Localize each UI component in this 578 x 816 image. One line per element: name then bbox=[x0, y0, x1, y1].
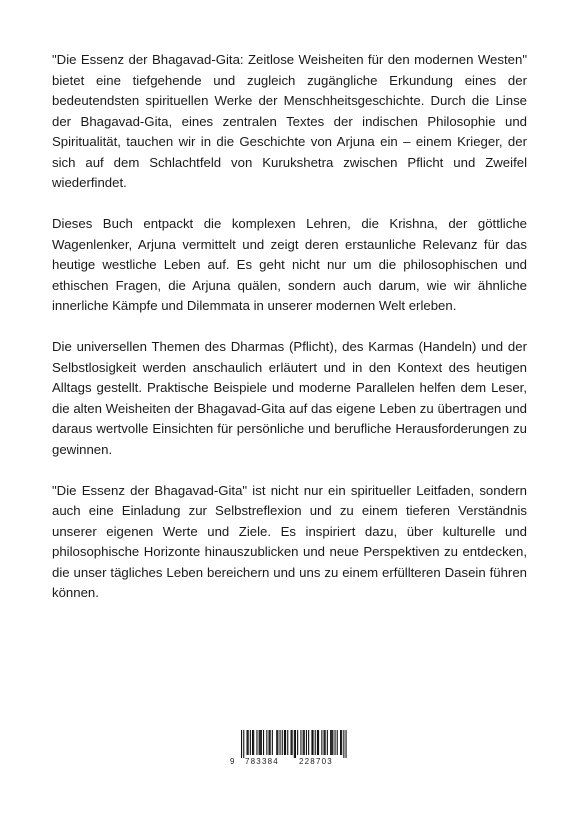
barcode-bar bbox=[304, 730, 305, 755]
barcode-bar bbox=[341, 730, 342, 755]
barcode-bar bbox=[340, 730, 341, 755]
barcode-bar bbox=[247, 730, 248, 755]
barcode-bar bbox=[300, 730, 301, 755]
barcode-bar bbox=[272, 730, 273, 755]
isbn-barcode bbox=[227, 730, 350, 770]
barcode-bar bbox=[297, 730, 298, 755]
barcode-bar bbox=[303, 730, 304, 755]
barcode-bar bbox=[324, 730, 325, 755]
barcode-bar bbox=[266, 730, 267, 755]
blurb-paragraph-2: Dieses Buch entpackt die komplexen Lehren, die Krishna, der göttliche Wagenlenker, Arjuna vermittelt und zeigt deren erstaunliche Relevanz für das heutige westliche Leben auf. Es geht nicht nur um die philosophischen und ethischen Fragen, die Arjuna quälen, sondern auch darum, wie wir ähnliche innerliche Kämpfe und Dilemmata in unserer modernen Welt erleben. bbox=[52, 216, 527, 313]
barcode-bar bbox=[253, 730, 254, 755]
barcode-bar bbox=[285, 730, 286, 755]
barcode-bar bbox=[321, 730, 322, 755]
blurb-paragraph-4: "Die Essenz der Bhagavad-Gita" ist nicht nur ein spiritueller Leitfaden, sondern auch eine Einladung zur Selbstreflexion und zu einem tieferen Verständnis unserer eigenen Werte und Ziele. Es inspiriert dazu, über kulturelle und philosophische Horizonte hinauszublicken und neue Perspektiven zu entdecken, die unser tägliches Leben bereichern und uns zu einem erfüllteren Dasein führen können. bbox=[52, 482, 527, 600]
barcode-bar bbox=[337, 730, 338, 755]
barcode-bar bbox=[282, 730, 283, 755]
blurb-text bbox=[52, 50, 527, 624]
barcode-bar bbox=[269, 730, 270, 755]
barcode-bar bbox=[330, 730, 331, 755]
barcode-digits-left: 783384 bbox=[245, 757, 279, 766]
barcode-bar bbox=[241, 730, 242, 758]
barcode-bar bbox=[270, 730, 271, 755]
barcode-bar bbox=[343, 730, 344, 758]
barcode-bar bbox=[317, 730, 318, 755]
barcode-bar bbox=[287, 730, 288, 755]
barcode-bar bbox=[346, 730, 347, 758]
barcode-bar bbox=[332, 730, 333, 755]
barcode-bar bbox=[327, 730, 328, 755]
barcode-bar bbox=[292, 730, 293, 755]
barcode-digits-right: 228703 bbox=[299, 757, 333, 766]
blurb-paragraph-1: "Die Essenz der Bhagavad-Gita: Zeitlose Weisheiten für den modernen Westen" bietet eine tiefgehende und zugleich zugängliche Erkundung eines der bedeutendsten spirituellen Werke der Menschheitsgeschichte. Durch die Linse der Bhagavad-Gita, eines zentralen Textes der indischen Philosophie und Spiritualität, tauchen wir in die Geschichte von Arjuna ein – einem Krieger, der sich auf dem Schlachtfeld von Kurukshetra zwischen Pflicht und Zweifel wiederfindet. bbox=[52, 52, 527, 190]
barcode-bar bbox=[277, 730, 278, 755]
barcode-bar bbox=[313, 730, 314, 755]
barcode-bars bbox=[227, 730, 350, 758]
barcode-bar bbox=[294, 730, 295, 758]
barcode-bar bbox=[280, 730, 281, 755]
blurb-paragraph-3: Die universellen Themen des Dharmas (Pflicht), des Karmas (Handeln) und der Selbstlosigkeit werden anschaulich erläutert und in den Kontext des heutigen Alltags gestellt. Praktische Beispiele und moderne Parallelen helfen dem Leser, die alten Weisheiten der Bhagavad-Gita auf das eigene Leben zu übertragen und daraus wertvolle Einsichten für persönliche und berufliche Herausforderungen zu gewinnen. bbox=[52, 339, 527, 457]
barcode-bar bbox=[263, 730, 264, 755]
barcode-digit-first: 9 bbox=[230, 757, 235, 766]
barcode-bar bbox=[308, 730, 309, 755]
barcode-bar bbox=[276, 730, 277, 755]
barcode-bar bbox=[261, 730, 262, 755]
barcode-bar bbox=[248, 730, 249, 755]
barcode-bar bbox=[243, 730, 244, 758]
barcode-bar bbox=[325, 730, 326, 755]
barcode-bar bbox=[252, 730, 253, 755]
barcode-bar bbox=[318, 730, 319, 755]
barcode-bar bbox=[315, 730, 316, 755]
barcode-bar bbox=[260, 730, 261, 755]
barcode-bar bbox=[259, 730, 260, 755]
barcode-bar bbox=[291, 730, 292, 755]
barcode-bar bbox=[295, 730, 296, 758]
barcode-bar bbox=[250, 730, 251, 755]
barcode-bar bbox=[335, 730, 336, 755]
barcode-bar bbox=[256, 730, 257, 755]
barcode-bar bbox=[306, 730, 307, 755]
barcode-bar bbox=[311, 730, 312, 755]
barcode-bar bbox=[284, 730, 285, 755]
barcode-bar bbox=[331, 730, 332, 755]
